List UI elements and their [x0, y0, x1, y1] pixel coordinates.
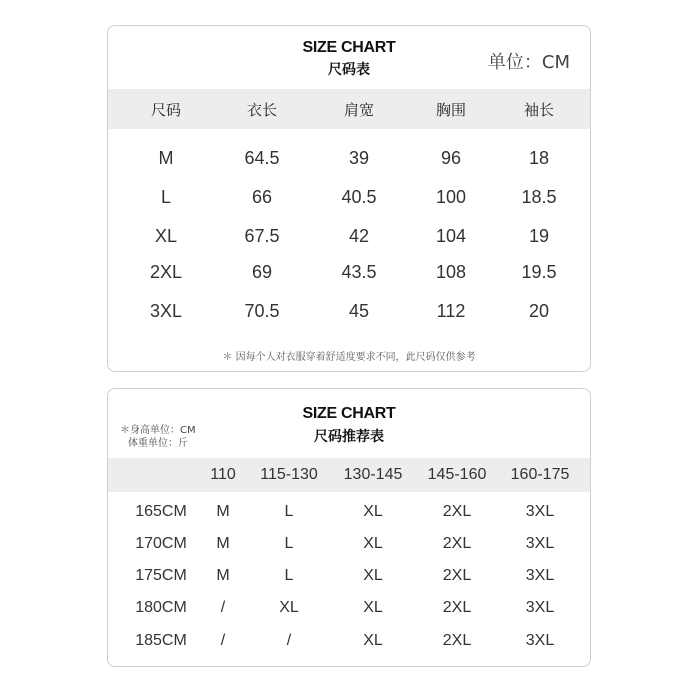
weight-col-160-175: 160-175: [510, 466, 570, 483]
recommend-chart-title-en: SIZE CHART: [302, 405, 396, 422]
recommended-size-cell: 3XL: [525, 599, 555, 616]
recommended-size-cell: 3XL: [525, 567, 555, 584]
size-value-cell: 42: [348, 226, 370, 246]
recommended-size-cell: 2XL: [442, 567, 472, 584]
size-value-cell: 108: [435, 262, 467, 282]
size-value-cell: 70.5: [244, 301, 280, 321]
size-value-cell: 100: [435, 187, 467, 207]
size-row-label: XL: [154, 226, 178, 246]
recommended-size-cell: XL: [363, 599, 383, 616]
recommended-size-cell: 2XL: [442, 503, 472, 520]
size-value-cell: 19: [528, 226, 550, 246]
recommended-size-cell: 2XL: [442, 632, 472, 649]
recommended-size-cell: XL: [363, 535, 383, 552]
size-chart-card: [107, 25, 591, 372]
recommended-size-cell: 3XL: [525, 503, 555, 520]
size-chart-title-en: SIZE CHART: [302, 39, 396, 56]
recommended-size-cell: /: [220, 599, 226, 616]
size-value-cell: 18: [528, 148, 550, 168]
recommended-size-cell: M: [216, 567, 230, 584]
size-value-cell: 112: [436, 301, 466, 321]
size-value-cell: 18.5: [521, 187, 557, 207]
recommended-size-cell: XL: [363, 503, 383, 520]
size-chart-note: ＊ 因每个人对衣服穿着舒适度要求不同，此尺码仅供参考: [222, 352, 476, 363]
recommended-size-cell: /: [286, 632, 292, 649]
header-size: 尺码: [150, 101, 182, 119]
recommended-size-cell: M: [216, 503, 230, 520]
recommended-size-cell: M: [216, 535, 230, 552]
size-value-cell: 69: [251, 262, 273, 282]
height-row-label: 180CM: [135, 599, 187, 616]
recommended-size-cell: /: [220, 632, 226, 649]
recommended-size-cell: XL: [279, 599, 299, 616]
header-sleeve: 袖长: [523, 101, 555, 119]
unit-notes: [120, 424, 196, 450]
size-value-cell: 43.5: [341, 262, 377, 282]
size-value-cell: 45: [348, 301, 370, 321]
recommend-chart-title-zh: 尺码推荐表: [314, 429, 384, 445]
weight-col-115-130: 115-130: [260, 466, 318, 483]
header-shoulder: 肩宽: [343, 101, 375, 119]
unit-label: 单位：CM: [487, 52, 570, 73]
height-row-label: 165CM: [135, 503, 187, 520]
recommended-size-cell: 3XL: [525, 632, 555, 649]
weight-col-130-145: 130-145: [343, 466, 403, 483]
recommend-chart-card: [107, 388, 591, 667]
size-value-cell: 104: [435, 226, 467, 246]
size-row-label: M: [158, 148, 174, 168]
header-length: 衣长: [246, 101, 278, 119]
recommend-header-band: [108, 458, 590, 492]
size-row-label: 2XL: [149, 262, 183, 282]
height-row-label: 175CM: [135, 567, 187, 584]
size-value-cell: 96: [440, 148, 462, 168]
size-value-cell: 67.5: [244, 226, 280, 246]
weight-unit-label: 体重单位：斤: [128, 438, 188, 449]
recommended-size-cell: 2XL: [442, 599, 472, 616]
header-chest: 胸围: [435, 101, 467, 119]
recommended-size-cell: XL: [363, 567, 383, 584]
recommended-size-cell: L: [284, 535, 294, 552]
recommended-size-cell: L: [284, 503, 294, 520]
size-chart-title-zh: 尺码表: [328, 62, 370, 78]
height-unit-label: ＊身高单位：CM: [120, 425, 196, 436]
recommended-size-cell: XL: [363, 632, 383, 649]
size-value-cell: 20: [528, 301, 550, 321]
recommended-size-cell: 3XL: [525, 535, 555, 552]
size-value-cell: 39: [348, 148, 370, 168]
size-row-label: 3XL: [149, 301, 183, 321]
size-row-label: L: [160, 187, 172, 207]
size-value-cell: 64.5: [244, 148, 280, 168]
size-chart-header-band: [108, 89, 590, 129]
recommended-size-cell: L: [284, 567, 294, 584]
height-row-label: 185CM: [135, 632, 187, 649]
weight-col-145-160: 145-160: [427, 466, 487, 483]
size-value-cell: 19.5: [521, 262, 557, 282]
recommended-size-cell: 2XL: [442, 535, 472, 552]
size-value-cell: 40.5: [341, 187, 377, 207]
size-value-cell: 66: [251, 187, 273, 207]
weight-col-110: 110: [210, 466, 236, 483]
height-row-label: 170CM: [135, 535, 187, 552]
